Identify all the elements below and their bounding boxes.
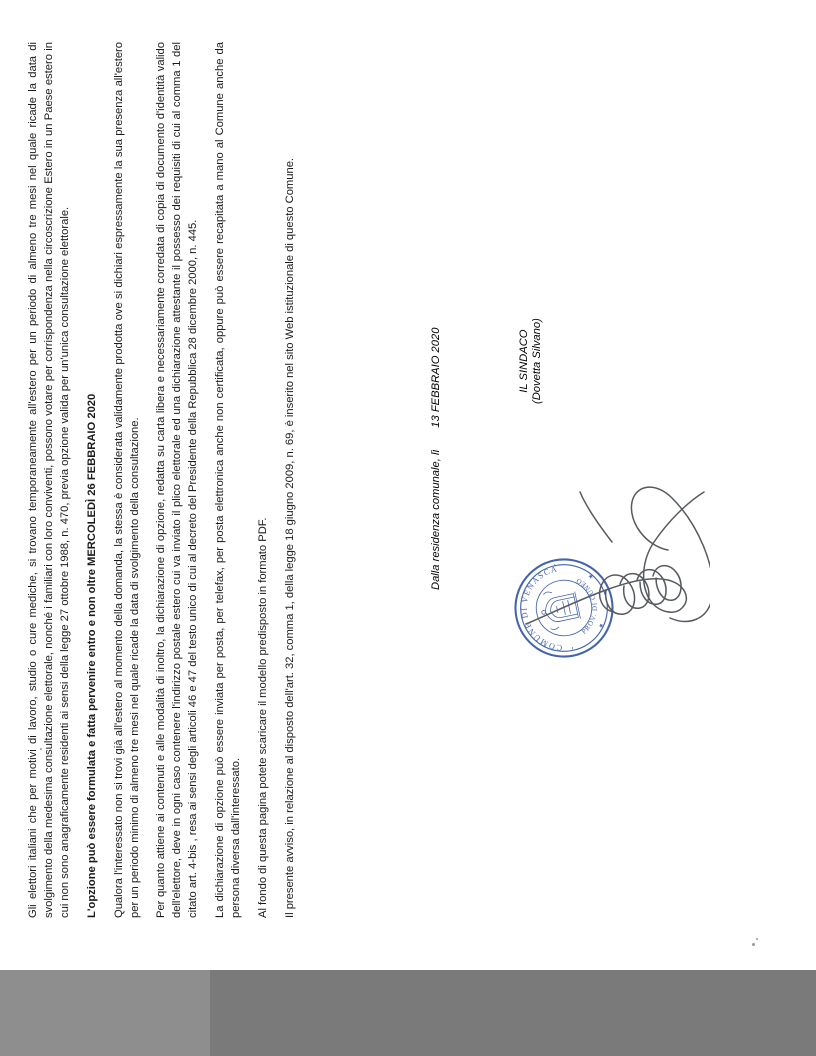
residenza-date-line: Dalla residenza comunale, lì 13 FEBBRAIO 2020 <box>430 327 442 590</box>
scan-speck <box>40 748 42 750</box>
paragraph-1: Gli elettori italiani che per motivi di lavoro, studio o cure mediche, si trovano temporaneamente all'estero per un periodo di almeno tre mesi nel quale ricade la data di svolgimento della medesima consultazione elettorale, nonché i familiari con loro conviventi, possono votare per corrispondenza nella circoscrizione Estero in un Paese estero in cui non sono anagraficamente residenti ai sensi della legge 27 ottobre 1988, n. 470, previa opzione valida per un'unica consultazione elettorale. <box>27 42 71 918</box>
municipal-stamp-icon <box>502 546 625 669</box>
scanner-band-segment <box>0 970 210 1056</box>
paragraph-3: Per quanto attiene ai contenuti e alle modalità di inoltro, la dichiarazione di opzione, redatta su carta libera e necessariamente corredata di copia di documento d'identità valido dell'elettore, deve in ogni caso contenere l'indirizzo postale estero cui va inviato il plico elettorale ed una dichiarazione attestante il possesso dei requisiti di cui al comma 1 del citato art. 4-bis , resa ai sensi degli articoli 46 e 47 del testo unico di cui al decreto del Presidente della Repubblica 28 dicembre 2000, n. 445. <box>155 42 200 918</box>
opzione-heading: L'opzione può essere formulata e fatta pervenire entro e non oltre MERCOLEDÌ 26 FEBBRAIO 2020 <box>85 393 98 918</box>
svg-text:★: ★ <box>598 622 606 629</box>
signature-block <box>430 260 543 590</box>
mayor-name: (Dovetta Silvano) <box>531 318 543 404</box>
document-body <box>26 42 310 918</box>
svg-text:PROV. DI CUNEO: PROV. DI CUNEO <box>574 575 599 636</box>
paragraph-4: La dichiarazione di opzione può essere inviata per posta, per telefax, per posta elettronica anche non certificata, oppure può essere recapitata a mano al Comune anche da persona diversa dall'interessato. <box>214 42 243 918</box>
scanner-bottom-band <box>0 970 816 1056</box>
mayor-title: IL SINDACO <box>518 329 530 393</box>
paragraph-6: Il presente avviso, in relazione al disposto dell'art. 32, comma 1, della legge 18 giugno 2009, n. 69, è inserito nel sito Web istituzionale di questo Comune. <box>283 157 296 918</box>
svg-text:★: ★ <box>588 573 596 580</box>
scan-speck <box>756 938 758 940</box>
mayor-signature-area <box>518 318 543 404</box>
scan-speck <box>752 943 755 946</box>
svg-text:COMUNE DI VENASCA: COMUNE DI VENASCA <box>519 564 563 653</box>
paragraph-2: Qualora l'interessato non si trovi già all'estero al momento della domanda, la stessa è considerata validamente prodotta ove si dichiari espressamente la sua presenza all'estero per un periodo minimo di almeno tre mesi nel quale ricade la data di svolgimento della consultazione. <box>112 42 141 918</box>
paragraph-5: Al fondo di questa pagina potete scaricare il modello predisposto in formato PDF. <box>256 517 269 918</box>
